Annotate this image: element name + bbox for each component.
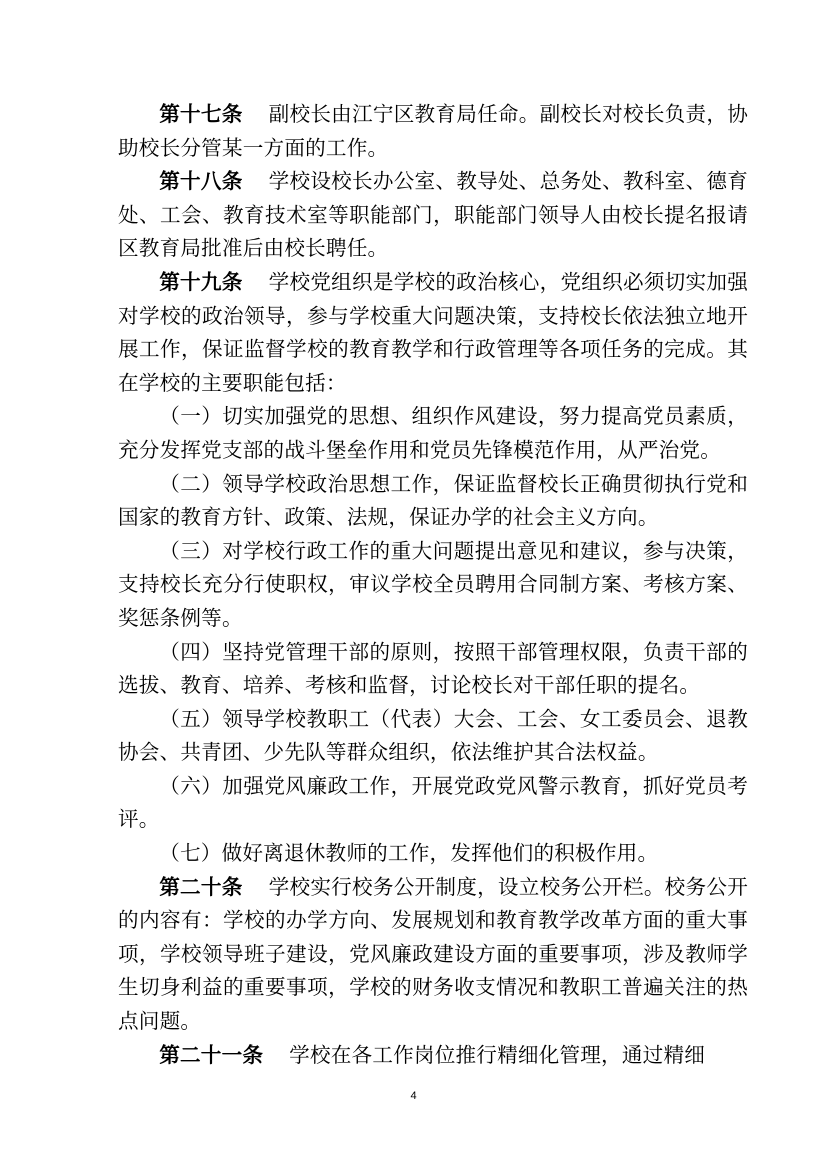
article-18-paragraph: [118, 165, 748, 266]
article-heading: 第二十条: [159, 874, 243, 899]
article-heading: 第十八条: [159, 169, 243, 194]
article-heading: 第二十一条: [159, 1042, 264, 1067]
list-item-text: （六）加强党风廉政工作，开展党政党风警示教育，抓好党员考评。: [118, 773, 748, 832]
list-item-text: （四）坚持党管理干部的原则，按照干部管理权限，负责干部的选拔、教育、培养、考核和监督，讨论校长对干部任职的提名。: [118, 639, 748, 698]
article-text: 学校党组织是学校的政治核心，党组织必须切实加强对学校的政治领导，参与学校重大问题决策，支持校长依法独立地开展工作，保证监督学校的教育教学和行政管理等各项任务的完成。其在学校的主要职能包括：: [118, 269, 748, 395]
list-item-3: [118, 535, 748, 636]
list-item-1: [118, 400, 748, 467]
list-item-text: （三）对学校行政工作的重大问题提出意见和建议，参与决策，支持校长充分行使职权，审议学校全员聘用合同制方案、考核方案、奖惩条例等。: [118, 538, 748, 630]
list-item-6: [118, 770, 748, 837]
article-20-paragraph: [118, 871, 748, 1039]
page-number: 4: [410, 1090, 417, 1102]
article-text: 学校在各工作岗位推行精细化管理，通过精细: [289, 1042, 706, 1067]
list-item-7: [118, 837, 748, 871]
article-heading: 第十七条: [159, 102, 243, 126]
list-item-4: [118, 636, 748, 703]
list-item-text: （五）领导学校教职工（代表）大会、工会、女工委员会、退教协会、共青团、少先队等群众组织，依法维护其合法权益。: [118, 706, 748, 765]
list-item-text: （二）领导学校政治思想工作，保证监督校长正确贯彻执行党和国家的教育方针、政策、法规，保证办学的社会主义方向。: [118, 471, 748, 530]
list-item-2: [118, 468, 748, 535]
document-body: [118, 98, 748, 1072]
article-19-paragraph: [118, 266, 748, 400]
list-item-text: （七）做好离退休教师的工作，发挥他们的积极作用。: [159, 841, 659, 866]
article-text: 学校设校长办公室、教导处、总务处、教科室、德育处、工会、教育技术室等职能部门，职能部门领导人由校长提名报请区教育局批准后由校长聘任。: [118, 169, 748, 261]
article-text: 副校长由江宁区教育局任命。副校长对校长负责，协助校长分管某一方面的工作。: [118, 102, 748, 160]
article-text: 学校实行校务公开制度，设立校务公开栏。校务公开的内容有：学校的办学方向、发展规划和教育教学改革方面的重大事项，学校领导班子建设，党风廉政建设方面的重要事项，涉及教师学生切身利益的重要事项，学校的财务收支情况和教职工普遍关注的热点问题。: [118, 874, 748, 1034]
article-17-paragraph: [118, 98, 748, 165]
list-item-5: [118, 703, 748, 770]
article-heading: 第十九条: [159, 269, 243, 294]
article-21-paragraph: [118, 1039, 748, 1073]
list-item-text: （一）切实加强党的思想、组织作风建设，努力提高党员素质，充分发挥党支部的战斗堡垒作用和党员先锋模范作用，从严治党。: [118, 404, 748, 462]
